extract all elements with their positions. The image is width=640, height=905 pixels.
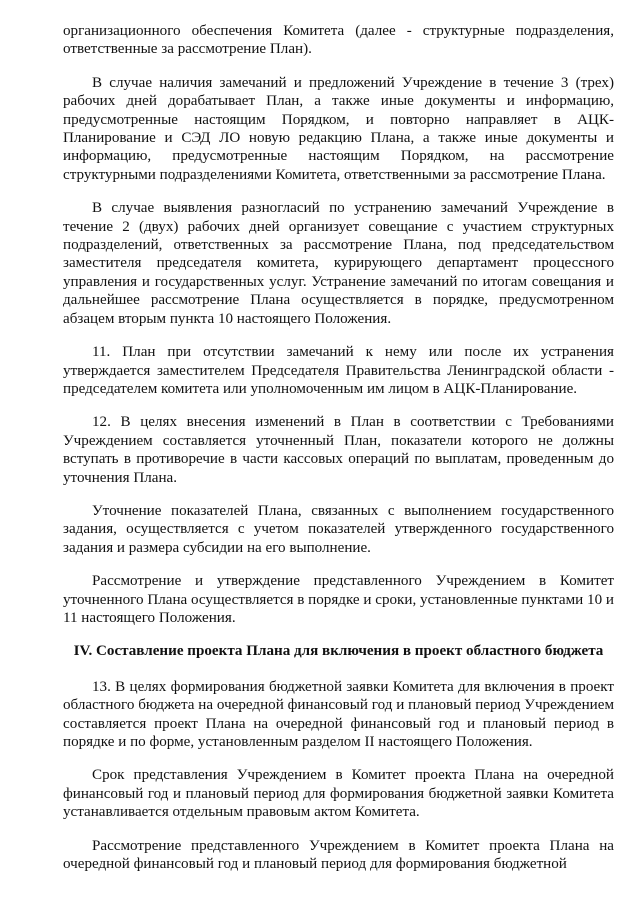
paragraph-item-11: 11. План при отсутствии замечаний к нему или после их устранения утверждается заместителем Председателя Правительства Ленинградской области - председателем комитета или уполномоченным им лицом в АЦК-Планирование. — [63, 344, 614, 397]
paragraph-state-task: Уточнение показателей Плана, связанных с выполнением государственного задания, осуществляется с учетом показателей утвержденного государственного задания и размера субсидии на его выполнение. — [63, 502, 614, 556]
paragraph-remarks-revision: В случае наличия замечаний и предложений Учреждение в течение 3 (трех) рабочих дней дорабатывает План, а также иные документы и информацию, предусмотренные настоящим Порядком, и повторно направляет в АЦК-Планирование и СЭД ЛО новую редакцию Плана, а также иные документы и информацию, предусмотренные настоящим Порядком, на рассмотрение структурными подразделениями Комитета, ответственными за рассмотрение Плана. — [63, 74, 614, 183]
paragraph-continuation: организационного обеспечения Комитета (далее - структурные подразделения, ответственные за рассмотрение План). — [63, 23, 614, 58]
paragraph-review-truncated: Рассмотрение представленного Учреждением в Комитет проекта Плана на очередной финансовый год и плановый период для формирования бюджетной — [63, 837, 614, 873]
document-page — [63, 22, 614, 888]
paragraph-item-12: 12. В целях внесения изменений в План в соответствии с Требованиями Учреждением составляется уточненный План, показатели которого не должны вступать в противоречие в части кассовых операций по выплатам, проведенным до уточнения Плана. — [63, 414, 614, 486]
section-heading: IV. Составление проекта Плана для включения в проект областного бюджета — [73, 643, 604, 660]
paragraph-item-13: 13. В целях формирования бюджетной заявки Комитета для включения в проект областного бюджета на очередной финансовый год и плановый период Учреждением составляется проект Плана на очередной финансовый год и плановый период в порядке и по форме, установленным разделом II настоящего Положения. — [63, 678, 614, 750]
paragraph-disagreements: В случае выявления разногласий по устранению замечаний Учреждение в течение 2 (двух) рабочих дней организует совещание с участием структурных подразделений, ответственных за рассмотрение Плана, под председательством заместителя председателя комитета, курирующего департамент процессного управления и государственных услуг. Устранение замечаний по итогам совещания и дальнейшее рассмотрение Плана осуществляется в порядке, предусмотренном абзацем вторым пункта 10 настоящего Положения. — [63, 200, 614, 327]
paragraph-submission-deadline: Срок представления Учреждением в Комитет проекта Плана на очередной финансовый год и плановый период для формирования бюджетной заявки Комитета устанавливается отдельным правовым актом Комитета. — [63, 767, 614, 821]
paragraph-approval-order: Рассмотрение и утверждение представленного Учреждением в Комитет уточненного Плана осуществляется в порядке и сроки, установленные пунктами 10 и 11 настоящего Положения. — [63, 573, 614, 626]
